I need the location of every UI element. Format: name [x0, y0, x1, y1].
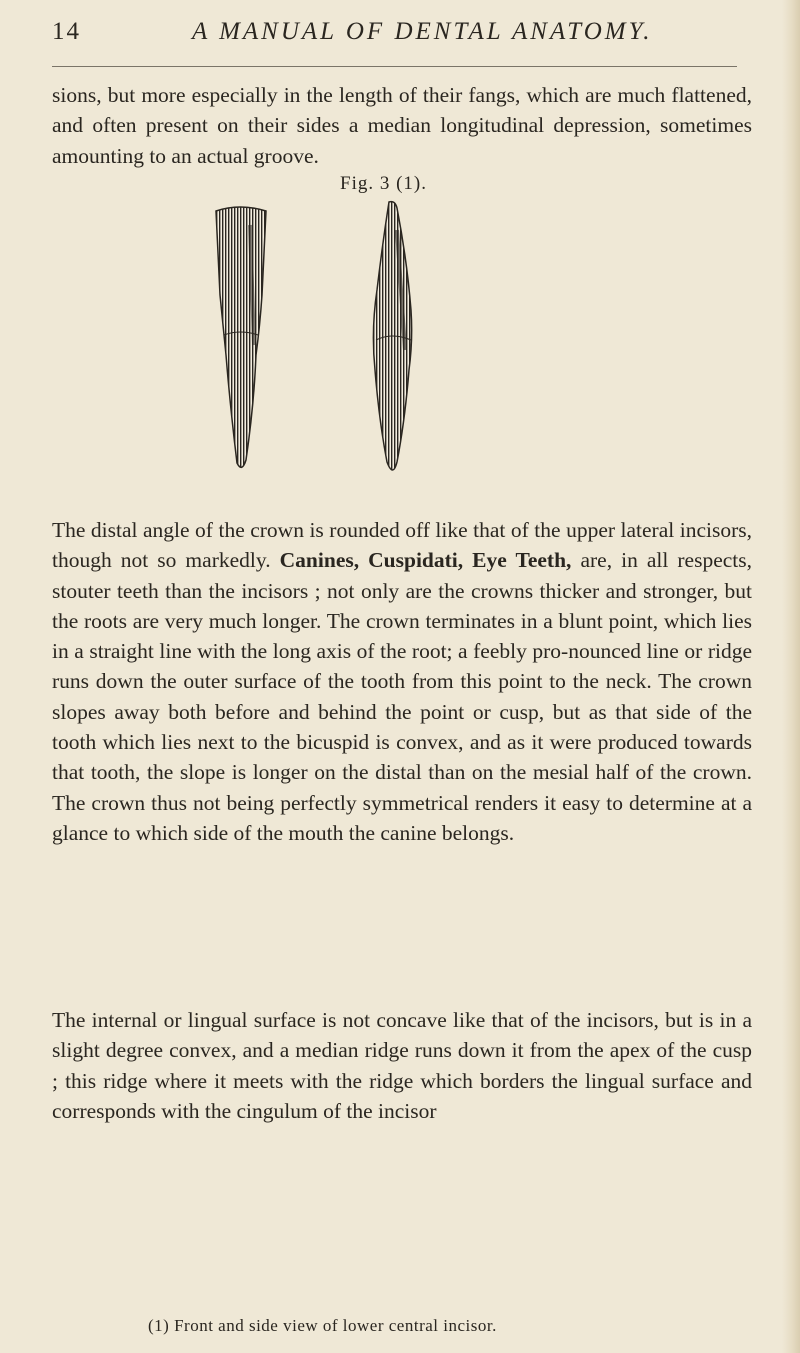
figure-footnote-ref: (1).: [396, 173, 428, 194]
incisor-side-view-illustration: [367, 200, 417, 480]
paragraph-1: sions, but more especially in the length of their fangs, which are much flattened, and often present on their sides a median longitudinal depression, sometimes amounting to an actual groove.: [52, 83, 752, 168]
page-number: 14: [52, 18, 81, 45]
figure-teeth-illustration: [210, 200, 450, 500]
running-title: A MANUAL OF DENTAL ANATOMY.: [192, 18, 653, 45]
page-edge: [782, 0, 800, 1353]
footnote: (1) Front and side view of lower central incisor.: [148, 1316, 497, 1335]
header-rule: [52, 66, 737, 67]
paragraph-2: [52, 515, 752, 848]
paragraph-3: The internal or lingual surface is not concave like that of the incisors, but is in a slight degree convex, and a median ridge runs down it from the apex of the cusp ; this ridge where it meets with the ridge which borders the lingual surface and corresponds with the cingulum of the incisor: [52, 1008, 752, 1123]
figure-caption: [340, 173, 427, 195]
page-header: [52, 18, 752, 58]
figure-label: Fig. 3: [340, 173, 391, 194]
canines-description: are, in all respects, stouter teeth than the incisors ; not only are the crowns thicker and stronger, but the roots are very much longer. The crown terminates in a blunt point, which lies in a straight line with the long axis of the root; a feebly pro-nounced line or ridge runs down the outer surface of the tooth from this point to the neck. The crown slopes away both before and behind the point or cusp, but as that side of the tooth which lies next to the bicuspid is convex, and as it were produced towards that tooth, the slope is longer on the distal than on the mesial half of the crown. The crown thus not being perfectly symmetrical renders it easy to determine at a glance to which side of the mouth the canine belongs.: [52, 548, 753, 845]
paragraph-2-opening: The distal angle of the crown is rounded off like that of the upper lateral incisors, though not so markedly.: [52, 518, 752, 573]
canines-heading: Canines, Cuspidati, Eye Teeth,: [279, 548, 572, 573]
incisor-front-view-illustration: [210, 205, 270, 475]
